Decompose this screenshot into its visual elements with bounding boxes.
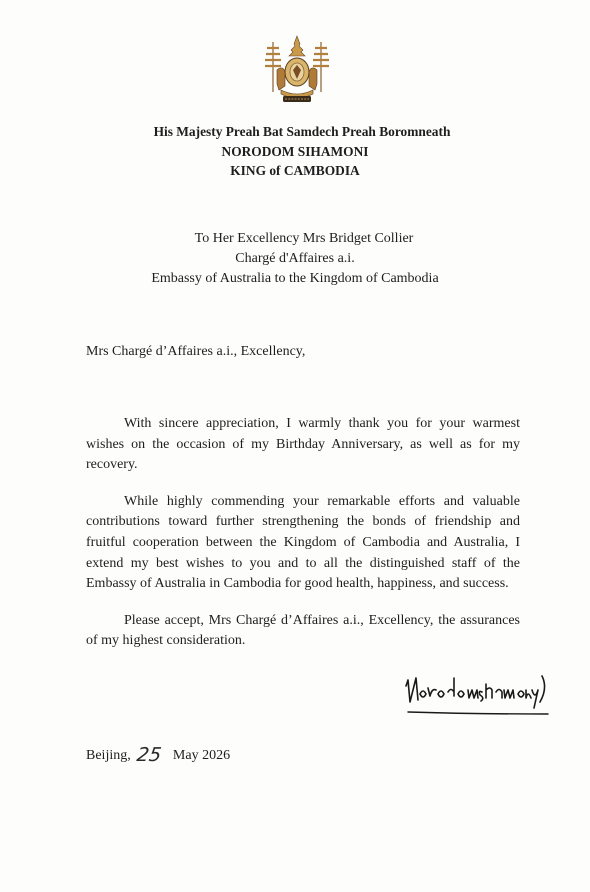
date-month-year: May 2026 [172, 748, 231, 763]
recipient-organization: Embassy of Australia to the Kingdom of Cambodia [151, 271, 439, 286]
date-day-handwritten: 25 [135, 744, 163, 766]
date-place: Beijing, [86, 748, 131, 763]
date-line [86, 742, 230, 764]
paragraph-appreciation: With sincere appreciation, I warmly thank you for your warmest wishes on the occasion of my Birthday Anniversary, as well as for my recovery. [86, 416, 520, 473]
letter-body [86, 414, 520, 668]
paragraph-closing: Please accept, Mrs Chargé d’Affaires a.i., Excellency, the assurances of my highest consideration. [86, 612, 520, 649]
sender-title: His Majesty Preah Bat Samdech Preah Boromneath [153, 124, 451, 139]
paragraph-commendation: While highly commending your remarkable efforts and valuable contributions toward further strengthening the bonds of friendship and fruitful cooperation between the Kingdom of Cambodia and Australia, I extend my best wishes to you and to all the distinguished staff of the Embassy of Australia in Cambodia for good health, happiness, and success. [86, 493, 520, 592]
royal-coat-of-arms-icon [263, 34, 331, 106]
recipient-title: Chargé d'Affaires a.i. [235, 251, 355, 266]
salutation: Mrs Chargé d’Affaires a.i., Excellency, [86, 344, 306, 359]
recipient-name: To Her Excellency Mrs Bridget Collier [194, 231, 414, 246]
sender-block [0, 122, 590, 181]
handwritten-signature-icon [402, 666, 562, 722]
sender-position: KING of CAMBODIA [230, 163, 360, 178]
recipient-block [0, 229, 590, 289]
sender-name: NORODOM SIHAMONI [221, 143, 369, 159]
